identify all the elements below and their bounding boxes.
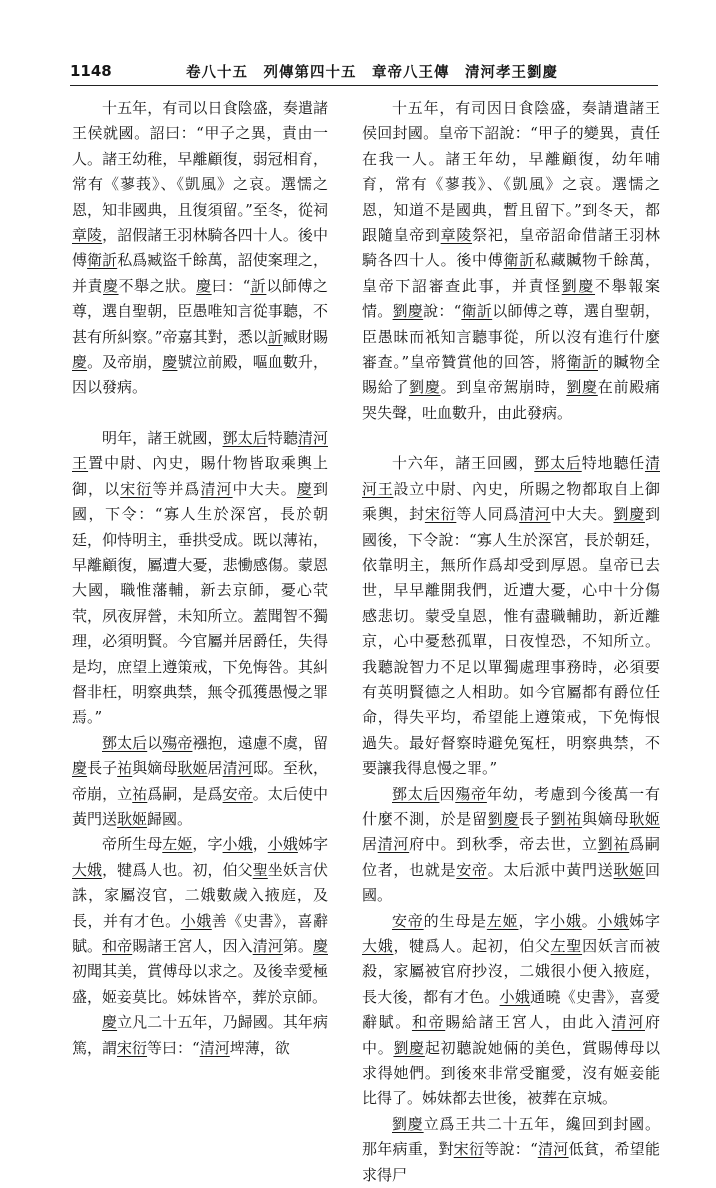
text-run: 中大夫。 xyxy=(232,479,297,498)
proper-noun: 左聖 xyxy=(550,937,583,955)
paragraph xyxy=(362,96,660,426)
text-run: 府中。到秋季，帝去世，立 xyxy=(409,835,598,854)
text-run: 初聞其美，賞傅母以求之。及後幸愛極盛，姬妾莫比。姊妹皆卒，葬於京師。 xyxy=(72,962,328,1006)
text-run: 不舉之狀。 xyxy=(118,276,197,295)
modern-translation-column xyxy=(362,96,660,1184)
text-run: 明年，諸王就國， xyxy=(102,428,223,447)
text-run: 襁抱，遠慮不虞，留 xyxy=(192,733,328,752)
text-run: 。太后使中黃門送 xyxy=(72,784,328,828)
text-run: 邸。至秋，帝崩，立 xyxy=(72,759,328,803)
proper-noun: 衛訢 xyxy=(503,251,535,270)
text-run: 以師傅之尊，選自聖朝，臣愚昧而衹知言聽事從，所以沒有進行什麼審查。”皇帝贊賞他的回答，將 xyxy=(362,302,660,372)
proper-noun: 劉慶 xyxy=(392,1114,424,1133)
proper-noun: 劉慶 xyxy=(392,302,424,321)
proper-noun: 安帝 xyxy=(456,860,488,879)
proper-noun: 衛訢 xyxy=(566,353,598,372)
proper-noun: 清河 xyxy=(199,1038,230,1057)
text-run: 府中。 xyxy=(362,1013,660,1057)
text-run: 等曰：“ xyxy=(147,1038,200,1057)
header-rule xyxy=(70,85,658,86)
text-run: 因 xyxy=(439,784,456,803)
paragraph xyxy=(72,832,328,1010)
proper-noun: 清河 xyxy=(252,937,283,955)
paragraph xyxy=(72,1010,328,1061)
text-run: 年幼，考慮到今後萬一有什麼不測，於是留 xyxy=(362,784,660,828)
text-run: 爲嗣，是爲 xyxy=(147,784,223,803)
text-run: 中大夫。 xyxy=(550,505,614,524)
proper-noun: 慶 xyxy=(72,353,88,372)
text-run: ，犍爲人。起初，伯父 xyxy=(393,937,551,955)
proper-noun: 訢 xyxy=(250,276,267,295)
text-run: 曰：“ xyxy=(211,276,251,295)
text-run: 特地聽任 xyxy=(581,454,645,473)
text-run: 立凡二十五年，乃歸國。其年病篤，謂 xyxy=(72,1013,328,1057)
text-run: 以 xyxy=(147,733,163,752)
proper-noun: 鄧太后 xyxy=(534,454,582,473)
text-run: 。太后派中黃門送 xyxy=(487,860,614,879)
text-run: 埤薄，欲 xyxy=(229,1038,290,1057)
proper-noun: 宋衍 xyxy=(424,505,457,524)
text-run: 十六年，諸王回國， xyxy=(392,454,535,473)
proper-noun: 祐 xyxy=(132,784,148,803)
proper-noun: 清河 xyxy=(222,759,253,778)
proper-noun: 慶 xyxy=(72,759,88,778)
text-run: 起初聽說她倆的美色，賞賜傅母以求得她們。到後來非常受寵愛，沒有姬妾能比得了。姊妹都去世後，被葬在京城。 xyxy=(362,1038,660,1108)
proper-noun: 和帝 xyxy=(102,937,133,955)
text-run: 臧財賜 xyxy=(282,327,328,346)
text-run: 等說：“ xyxy=(484,1140,538,1159)
proper-noun: 宋衍 xyxy=(117,1038,148,1057)
proper-noun: 慶 xyxy=(162,353,178,372)
proper-noun: 耿姬 xyxy=(117,809,148,828)
text-run: ，字 xyxy=(518,911,551,930)
text-run: 姊字 xyxy=(629,911,660,930)
paragraph xyxy=(362,909,660,1112)
proper-noun: 清河 xyxy=(200,479,233,498)
proper-noun: 訢 xyxy=(267,327,283,346)
text-run: 私爲臧盜千餘萬，詔使案理之，并責 xyxy=(72,251,328,295)
text-run: 居 xyxy=(207,759,223,778)
proper-noun: 衛訢 xyxy=(461,302,493,321)
text-run: 坐妖言伏誅，家屬沒官，二娥數歲入掖庭，及長，并有才色。 xyxy=(72,860,328,930)
text-run: 置中尉、內史，賜什物皆取乘輿上御，以 xyxy=(72,454,328,498)
paragraph xyxy=(362,1112,660,1188)
text-run: 賜諸王宮人，因入 xyxy=(132,937,253,955)
text-run: 居 xyxy=(362,835,378,854)
text-run: 到國，下令：“寡人生於深宮，長於朝廷，仰恃明主，垂拱受成。既以薄祐，早離顧復，屬遭大憂，悲慟感傷。蒙恩大國，職惟藩輔，新去京師，憂心茕茕，夙夜屏營，未知所立。蓋聞智不獨理，必須明賢。今官屬并居爵任，失得是均，庶望上遵策戒，下免悔咎。其糾督非枉，明察典禁，無令孤獲愚慢之罪焉。” xyxy=(72,479,328,727)
text-run: 以師傅之尊，選自聖朝，臣愚唯知言從事聽，不甚有所糾察。”帝嘉其對，悉以 xyxy=(72,276,328,346)
proper-noun: 慶 xyxy=(196,276,212,295)
running-head: 卷八十五 列傳第四十五 章帝八王傳 清河孝王劉慶 xyxy=(186,64,558,81)
proper-noun: 安帝 xyxy=(392,911,424,930)
paragraph xyxy=(72,426,328,731)
proper-noun: 小娥 xyxy=(267,835,298,854)
proper-noun: 小娥 xyxy=(180,911,212,930)
proper-noun: 清河王 xyxy=(72,428,328,473)
text-run: 帝所生母 xyxy=(102,835,163,854)
text-run: 與嫡母 xyxy=(132,759,178,778)
text-run: 十五年，有司以日食陰盛，奏遣諸王侯就國。詔曰：“甲子之異，責由一人。諸王幼稚，早離顧復，弱冠相育，常有《蓼莪》、《凱風》之哀。選懦之恩，知非國典，且復須留。”至冬，從祠 xyxy=(72,99,328,219)
proper-noun: 鄧太后 xyxy=(102,733,148,752)
proper-noun: 清河 xyxy=(519,505,551,524)
text-run: 回國。 xyxy=(362,860,660,905)
paragraph xyxy=(362,451,660,781)
text-run: 善《史書》，喜辭賦。 xyxy=(72,911,328,955)
proper-noun: 慶 xyxy=(102,1013,118,1032)
proper-noun: 慶 xyxy=(312,937,328,955)
proper-noun: 清河王 xyxy=(362,454,660,498)
text-run: 說：“ xyxy=(423,302,462,321)
proper-noun: 衛訢 xyxy=(87,251,118,270)
proper-noun: 慶 xyxy=(296,479,313,498)
proper-noun: 劉慶 xyxy=(566,378,598,397)
proper-noun: 劉祐 xyxy=(597,835,630,854)
proper-noun: 劉祐 xyxy=(550,809,583,828)
text-run: 通曉《史書》，喜愛辭賦。 xyxy=(362,987,660,1032)
text-run: 因妖言而被殺，家屬被官府抄沒，二娥很小便入掖庭，長大後，都有才色。 xyxy=(362,937,660,1006)
text-run: ，詔假諸王羽林騎各四十人。後中傅 xyxy=(72,226,328,270)
proper-noun: 左姬 xyxy=(162,835,193,854)
proper-noun: 鄧太后 xyxy=(392,784,440,803)
proper-noun: 耿姬 xyxy=(629,809,660,828)
proper-noun: 祐 xyxy=(117,759,133,778)
text-run: 特聽 xyxy=(267,428,298,447)
proper-noun: 大娥 xyxy=(362,937,394,955)
paragraph xyxy=(72,96,328,401)
text-run: 長子 xyxy=(87,759,118,778)
proper-noun: 章陵 xyxy=(440,226,473,245)
proper-noun: 劉慶 xyxy=(393,1038,425,1057)
proper-noun: 和帝 xyxy=(411,1013,446,1032)
proper-noun: 小娥 xyxy=(597,911,630,930)
proper-noun: 耿姬 xyxy=(613,860,645,879)
text-run: 的生母是 xyxy=(423,911,487,930)
text-run: 私藏贓物千餘萬，皇帝下詔審查此事，并責怪 xyxy=(362,251,660,295)
text-run: ，犍爲人也。初，伯父 xyxy=(102,860,253,879)
proper-noun: 劉慶 xyxy=(487,809,520,828)
proper-noun: 左姬 xyxy=(486,911,519,930)
proper-noun: 聖 xyxy=(252,860,268,879)
text-run: 。及帝崩， xyxy=(87,353,163,372)
paragraph xyxy=(362,782,660,909)
text-run: 。 xyxy=(581,911,598,930)
text-run: 第。 xyxy=(282,937,313,955)
proper-noun: 安帝 xyxy=(222,784,253,803)
text-run: 長子 xyxy=(519,809,551,828)
proper-noun: 宋衍 xyxy=(453,1140,485,1159)
text-run: 爲嗣位者，也就是 xyxy=(362,835,660,879)
text-run: 祭祀，皇帝詔命借諸王羽林騎各四十人。後中傅 xyxy=(362,226,660,270)
text-run: 等并爲 xyxy=(152,479,201,498)
text-run: 姊字 xyxy=(297,835,328,854)
proper-noun: 小娥 xyxy=(550,911,582,930)
text-run: 低貧，希望能求得尸 xyxy=(362,1140,660,1184)
text-run: 賜給諸王宮人，由此入 xyxy=(445,1013,612,1032)
proper-noun: 耿姬 xyxy=(177,759,208,778)
text-run: 十五年，有司因日食陰盛，奏請遣諸王侯回封國。皇帝下詔說：“甲子的變異，責任在我一人。諸王年幼，早離顧復，幼年哺育，常有《蓼莪》、《凱風》之哀。選懦之恩，知道不是國典，暫且留下。”到冬天，都跟隨皇帝到 xyxy=(362,99,660,245)
page-number: 1148 xyxy=(70,62,112,80)
proper-noun: 章陵 xyxy=(72,226,103,245)
text-run: 的贓物全賜給了 xyxy=(362,353,660,397)
proper-noun: 劉慶 xyxy=(561,276,596,295)
proper-noun: 宋衍 xyxy=(120,479,153,498)
classical-text-column xyxy=(72,96,328,1057)
proper-noun: 慶 xyxy=(103,276,119,295)
proper-noun: 小娥 xyxy=(499,987,531,1006)
text-run: 歸國。 xyxy=(147,809,193,828)
proper-noun: 清河 xyxy=(537,1140,569,1159)
proper-noun: 劉慶 xyxy=(409,378,441,397)
text-run: 設立中尉、內史，所賜之物都取自上御乘輿，封 xyxy=(362,479,660,524)
text-run: 等人同爲 xyxy=(456,505,520,524)
proper-noun: 鄧太后 xyxy=(222,428,268,447)
text-run: 號泣前殿，嘔血數升，因以發病。 xyxy=(72,353,328,397)
text-run: 不舉報案情。 xyxy=(362,276,660,321)
proper-noun: 殤帝 xyxy=(162,733,193,752)
proper-noun: 殤帝 xyxy=(455,784,487,803)
text-run: ，字 xyxy=(192,835,223,854)
proper-noun: 清河 xyxy=(611,1013,645,1032)
paragraph xyxy=(72,731,328,833)
text-run: 與嫡母 xyxy=(582,809,630,828)
text-run: 立爲王共二十五年，纔回到封國。那年病重，對 xyxy=(362,1114,660,1159)
text-run: 到國後，下令說：“寡人生於深宮，長於朝廷，依靠明主，無所作爲却受到厚恩。皇帝已去世，早早離開我們，近遭大憂，心中十分傷感悲切。蒙受皇恩，惟有盡職輔助，新近離京，心中憂愁孤單，日夜惶恐，不知所立。我聽說智力不足以單獨處理事務時，必須要有英明賢德之人相助。如今官屬都有爵位任命，得失平均，希望能上遵策戒，下免悔恨過失。最好督察時避免冤枉，明察典禁，不要讓我得息慢之罪。” xyxy=(362,505,660,778)
proper-noun: 劉慶 xyxy=(613,505,645,524)
text-run: 在前殿痛哭失聲，吐血數升，由此發病。 xyxy=(362,378,660,422)
proper-noun: 大娥 xyxy=(72,860,103,879)
proper-noun: 清河 xyxy=(377,835,410,854)
text-run: 。到皇帝駕崩時， xyxy=(440,378,567,397)
proper-noun: 小娥 xyxy=(222,835,253,854)
text-run: ， xyxy=(252,835,268,854)
